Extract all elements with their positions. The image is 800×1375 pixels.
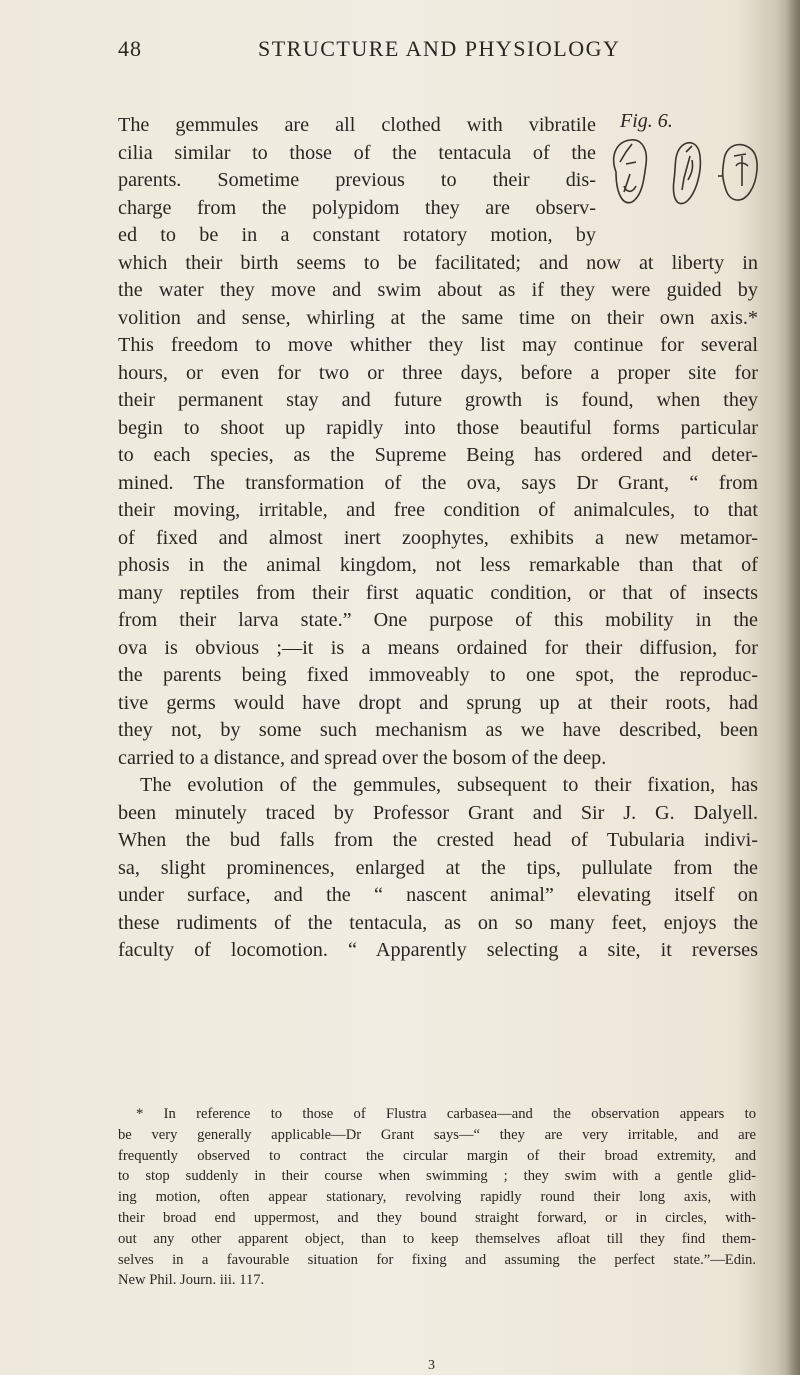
- figure-label: Fig. 6.: [620, 110, 673, 132]
- text-line: their permanent stay and future growth is found, when they: [118, 389, 758, 411]
- text-line: the parents being fixed immoveably to one spot, the reproduc-: [118, 664, 758, 686]
- text-line: these rudiments of the tentacula, as on so many feet, enjoys the: [118, 911, 758, 934]
- body-text: [118, 112, 758, 965]
- text-line: carried to a distance, and spread over the bosom of the deep.: [118, 746, 607, 769]
- text-line: ed to be in a constant rotatory motion, by: [118, 224, 596, 246]
- text-line: The gemmules are all clothed with vibratile: [118, 114, 596, 136]
- text-line: their moving, irritable, and free condition of animalcules, to that: [118, 499, 758, 521]
- text-line: parents. Sometime previous to their dis-: [118, 169, 596, 191]
- text-line: of fixed and almost inert zoophytes, exhibits a new metamor-: [118, 526, 758, 549]
- text-line: which their birth seems to be facilitated; and now at liberty in: [118, 251, 758, 274]
- text-line: under surface, and the “ nascent animal” elevating itself on: [118, 884, 758, 906]
- text-line: sa, slight prominences, enlarged at the tips, pullulate from the: [118, 856, 758, 879]
- text-line: they not, by some such mechanism as we have described, been: [118, 719, 758, 741]
- footnote-line: out any other apparent object, than to keep themselves afloat till they find them-: [118, 1230, 756, 1247]
- footnote-line: to stop suddenly in their course when swimming ; they swim with a gentle glid-: [118, 1168, 756, 1185]
- text-line: cilia similar to those of the tentacula of the: [118, 141, 596, 164]
- running-head: STRUCTURE AND PHYSIOLOGY: [258, 36, 621, 61]
- text-line: tive germs would have dropt and sprung up at their roots, had: [118, 691, 758, 714]
- text-line: begin to shoot up rapidly into those beautiful forms particular: [118, 416, 758, 439]
- footnote-line: frequently observed to contract the circular margin of their broad extremity, and: [118, 1147, 756, 1164]
- text-line: the water they move and swim about as if they were guided by: [118, 279, 758, 301]
- text-line: been minutely traced by Professor Grant and Sir J. G. Dalyell.: [118, 801, 758, 824]
- footnote-line: their broad end uppermost, and they bound straight forward, or in circles, with-: [118, 1209, 756, 1226]
- text-line: charge from the polypidom they are observ-: [118, 196, 596, 219]
- footnote-line: be very generally applicable—Dr Grant says—“ they are very irritable, and are: [118, 1126, 756, 1143]
- page-header: [118, 36, 678, 66]
- text-line: volition and sense, whirling at the same time on their own axis.*: [118, 306, 758, 329]
- text-line: to each species, as the Supreme Being has ordered and deter-: [118, 444, 758, 466]
- text-line: many reptiles from their first aquatic condition, or that of insects: [118, 581, 758, 604]
- footnote-line: ing motion, often appear stationary, revolving rapidly round their long axis, with: [118, 1189, 756, 1206]
- footnote-line: selves in a favourable situation for fixing and assuming the perfect state.”—Edin.: [118, 1251, 756, 1268]
- text-line: from their larva state.” One purpose of this mobility in the: [118, 609, 758, 631]
- footnote-line: New Phil. Journ. iii. 117.: [118, 1272, 265, 1289]
- text-line: ova is obvious ;—it is a means ordained for their diffusion, for: [118, 636, 758, 659]
- page-number: 48: [118, 36, 142, 61]
- text-line: This freedom to move whither they list may continue for several: [118, 334, 758, 356]
- footnote: [118, 1104, 756, 1291]
- text-line: faculty of locomotion. “ Apparently selecting a site, it reverses: [118, 939, 758, 961]
- text-line: phosis in the animal kingdom, not less remarkable than that of: [118, 554, 758, 576]
- text-line: mined. The transformation of the ova, says Dr Grant, “ from: [118, 471, 758, 494]
- text-line: hours, or even for two or three days, before a proper site for: [118, 361, 758, 384]
- text-line: When the bud falls from the crested head of Tubularia indivi-: [118, 829, 758, 851]
- footnote-line: * In reference to those of Flustra carbasea—and the observation appears to: [136, 1106, 756, 1122]
- signature-mark: 3: [428, 1358, 435, 1373]
- text-line: The evolution of the gemmules, subsequent to their fixation, has: [140, 774, 758, 796]
- page-edge-shadow: [786, 0, 800, 1375]
